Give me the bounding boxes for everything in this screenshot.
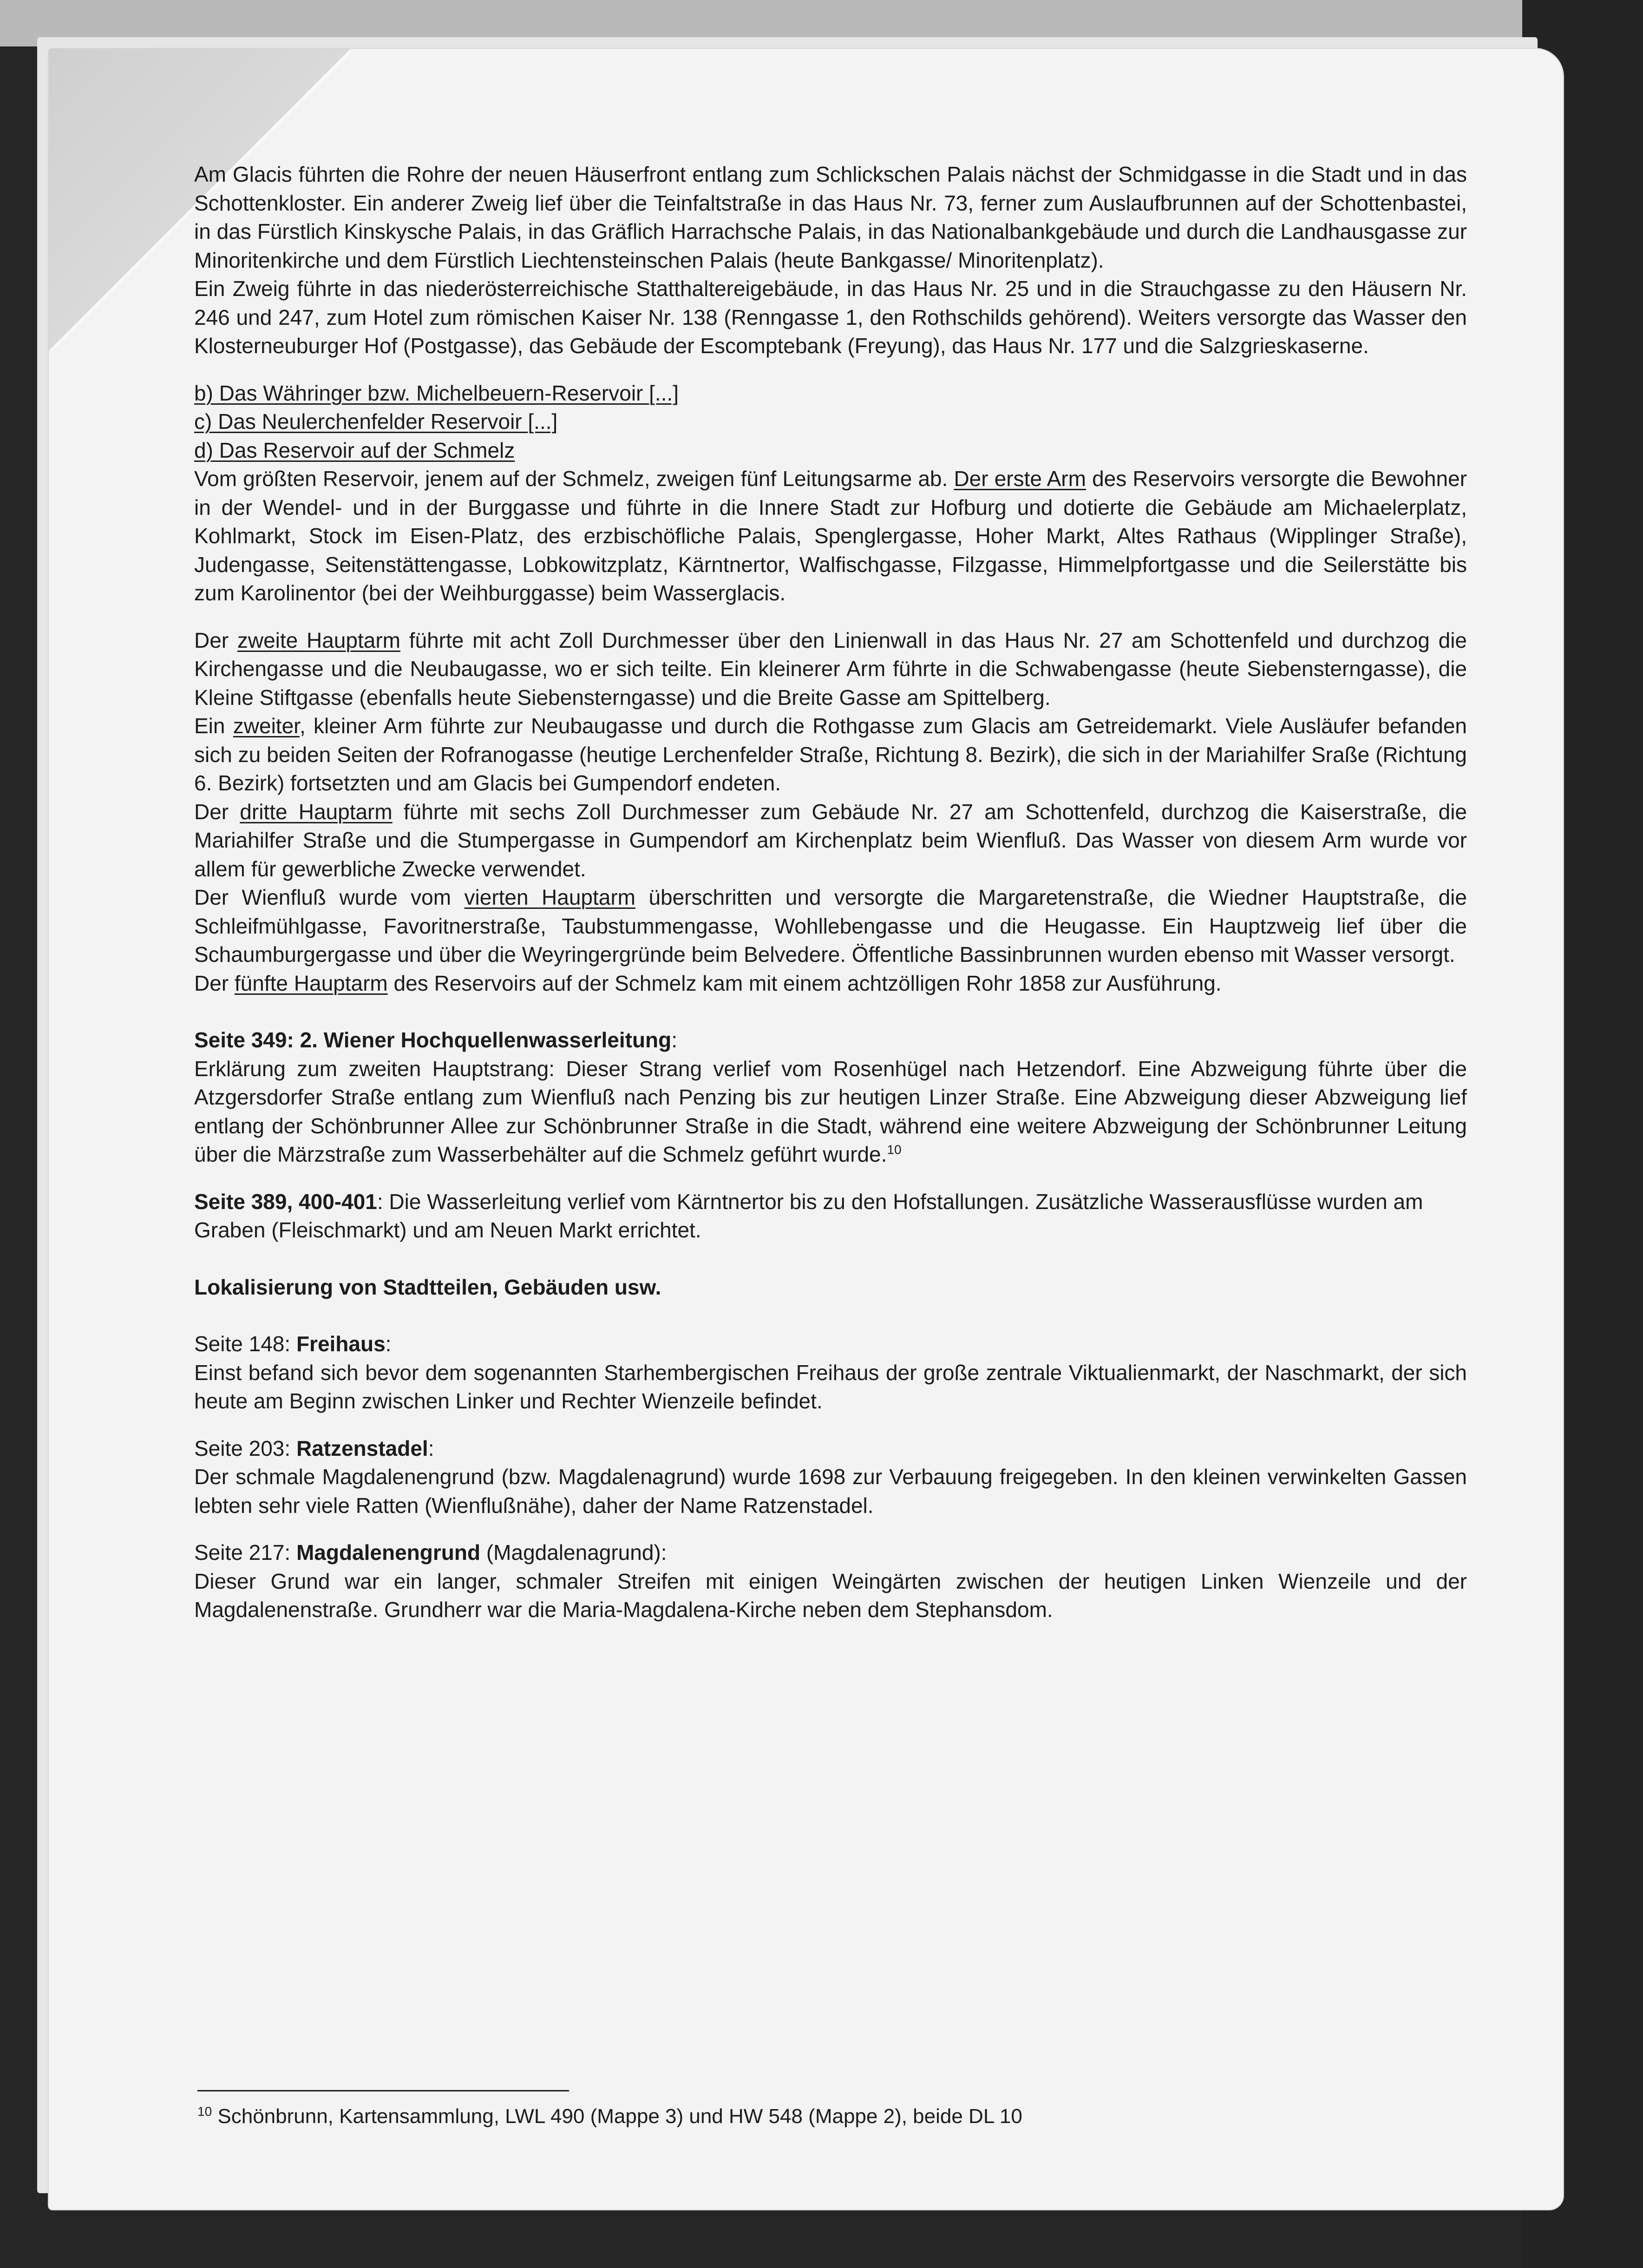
underlined-term: vierten Hauptarm [464, 885, 635, 909]
section-title-text: Seite 389, 400-401 [194, 1189, 377, 1214]
footnote-text: Schönbrunn, Kartensammlung, LWL 490 (Mappe 3) und HW 548 (Mappe 2), beide DL 10 [212, 2105, 1022, 2128]
entry-title-text: Magdalenengrund [296, 1540, 481, 1565]
paragraph: Der schmale Magdalenengrund (bzw. Magdalenagrund) wurde 1698 zur Verbauung freigegeben. In den kleinen verwinkelten Gassen lebten sehr viele Ratten (Wienflußnähe), daher der Name Ratzenstadel. [194, 1465, 1467, 1518]
section-heading-text: Lokalisierung von Stadtteilen, Gebäuden usw. [194, 1275, 661, 1299]
section-heading [194, 379, 1467, 408]
footnote-number: 10 [197, 2104, 212, 2119]
entry-title [194, 1330, 1467, 1359]
text: Der Wienfluß wurde vom [194, 885, 465, 909]
footnote-ref: 10 [887, 1142, 902, 1157]
text: : [428, 1436, 434, 1460]
paragraph [194, 1055, 1467, 1169]
paragraph [194, 712, 1467, 798]
section-heading [194, 408, 1467, 436]
text: Der [194, 628, 237, 652]
text: Ein [194, 714, 233, 738]
text: Seite 217: [194, 1540, 296, 1565]
paragraph: Dieser Grund war ein langer, schmaler Streifen mit einigen Weingärten zwischen der heutigen Linken Wienzeile und der Magdalenenstraße. Grundherr war die Maria-Magdalena-Kirche neben dem Stephansdom. [194, 1569, 1467, 1622]
underlined-term: zweite Hauptarm [237, 628, 400, 652]
heading-text: d) Das Reservoir auf der Schmelz [194, 438, 515, 462]
text: Seite 148: [194, 1332, 296, 1356]
text: Der [194, 799, 240, 824]
entry-title [194, 1434, 1467, 1463]
underlined-term: Der erste Arm [954, 467, 1086, 491]
section-heading [194, 1273, 1467, 1302]
section-title [194, 1026, 1467, 1055]
paragraph [194, 883, 1467, 969]
text: Der [194, 971, 235, 995]
underlined-term: fünfte Hauptarm [234, 971, 388, 995]
footnote-separator [197, 2090, 569, 2091]
paragraph: Ein Zweig führte in das niederösterreichische Statthaltereigebäude, in das Haus Nr. 25 und in die Strauchgasse zu den Häusern Nr. 246 und 247, zum Hotel zum römischen Kaiser Nr. 138 (Renngasse 1, den Rothschilds gehörend). Weiters versorgte das Wasser den Klosterneuburger Hof (Postgasse), das Gebäude der Escomptebank (Freyung), das Haus Nr. 177 und die Salzgrieskaserne. [194, 276, 1467, 358]
paragraph [194, 798, 1467, 884]
document-body [194, 160, 1467, 1624]
footnote [197, 2103, 1022, 2130]
paragraph [194, 969, 1467, 998]
entry-title-text: Freihaus [296, 1332, 386, 1356]
paragraph [194, 465, 1467, 608]
text: führte mit sechs Zoll Durchmesser zum Gebäude Nr. 27 am Schottenfeld, durchzog die Kaiserstraße, die Mariahilfer Straße und die Stumpergasse in Gumpendorf am Kirchenplatz beim Wienfluß. Das Wasser von diesem Arm wurde vor allem für gewerbliche Zwecke verwendet. [194, 799, 1467, 881]
text: , kleiner Arm führte zur Neubaugasse und durch die Rothgasse zum Glacis am Getreidemarkt. Viele Ausläufer befanden sich zu beiden Seiten der Rofranogasse (heutige Lerchenfelder Straße, Richtung 8. Bezirk), die sich in der Mariahilfer Sraße (Richtung 6. Bezirk) fortsetzten und am Glacis bei Gumpendorf endeten. [194, 714, 1467, 795]
paragraph [194, 1188, 1467, 1245]
paragraph: Einst befand sich bevor dem sogenannten Starhembergischen Freihaus der große zentrale Viktualienmarkt, der Naschmarkt, der sich heute am Beginn zwischen Linker und Rechter Wienzeile befindet. [194, 1360, 1467, 1413]
text: des Reservoirs versorgte die Bewohner in der Wendel- und in der Burggasse und führte in die Innere Stadt zur Hofburg und dotierte die Gebäude am Michaelerplatz, Kohlmarkt, Stock im Eisen-Platz, des erzbischöfliche Palais, Spenglergasse, Hoher Markt, Altes Rathaus (Wipplinger Straße), Judengasse, Seitenstättengasse, Lobkowitzplatz, Kärntnertor, Walfischgasse, Filzgasse, Himmelpfortgasse und die Seilerstätte bis zum Karolinentor (bei der Weihburggasse) beim Wasserglacis. [194, 467, 1467, 605]
text: Seite 203: [194, 1436, 296, 1460]
paragraph: Am Glacis führten die Rohre der neuen Häuserfront entlang zum Schlickschen Palais nächst der Schmidgasse in die Stadt und in das Schottenkloster. Ein anderer Zweig lief über die Teinfaltstraße in das Haus Nr. 73, ferner zum Auslaufbrunnen auf der Schottenbastei, in das Fürstlich Kinskysche Palais, in das Gräflich Harrachsche Palais, in das Nationalbankgebäude und durch die Landhausgasse zur Minoritenkirche und dem Fürstlich Liechtensteinschen Palais (heute Bankgasse/ Minoritenplatz). [194, 162, 1467, 272]
text: : [671, 1028, 678, 1052]
section-title-text: Seite 349: 2. Wiener Hochquellenwasserleitung [194, 1028, 672, 1052]
entry-title-text: Ratzenstadel [296, 1436, 428, 1460]
underlined-term: dritte Hauptarm [240, 799, 393, 824]
text: : [385, 1332, 392, 1356]
entry-title [194, 1538, 1467, 1567]
text: führte mit acht Zoll Durchmesser über den Linienwall in das Haus Nr. 27 am Schottenfeld und durchzog die Kirchengasse und die Neubaugasse, wo er sich teilte. Ein kleinerer Arm führte in die Schwabengasse (heute Siebensterngasse), die Kleine Stiftgasse (ebenfalls heute Siebensterngasse) und die Breite Gasse am Spittelberg. [194, 628, 1467, 710]
text: des Reservoirs auf der Schmelz kam mit einem achtzölligen Rohr 1858 zur Ausführung. [387, 971, 1222, 995]
text: überschritten und versorgte die Margaretenstraße, die Wiedner Hauptstraße, die Schleifmühlgasse, Favoritnerstraße, Taubstummengasse, Wohllebengasse und die Heugasse. Ein Hauptzweig lief über die Schaumburgergasse und über die Weyringergründe beim Belvedere. Öffentliche Bassinbrunnen wurden ebenso mit Wasser versorgt. [194, 885, 1467, 966]
text: : Die Wasserleitung verlief vom Kärntnertor bis zu den Hofstallungen. Zusätzliche Wasserausflüsse wurden am Graben (Fleischmarkt) und am Neuen Markt errichtet. [194, 1189, 1423, 1242]
underlined-term: zweiter [233, 714, 300, 738]
text: (Magdalenagrund): [480, 1540, 667, 1565]
section-heading [194, 436, 1467, 465]
heading-text: b) Das Währinger bzw. Michelbeuern-Reservoir [...] [194, 381, 679, 405]
text: Vom größten Reservoir, jenem auf der Schmelz, zweigen fünf Leitungsarme ab. [194, 467, 954, 491]
text: Erklärung zum zweiten Hauptstrang: Dieser Strang verlief vom Rosenhügel nach Hetzendorf. Eine Abzweigung führte über die Atzgersdorfer Straße entlang zum Wienfluß nach Penzing bis zur heutigen Linzer Straße. Eine Abzweigung dieser Abzweigung lief entlang der Schönbrunner Allee zur Schönbrunner Straße in die Stadt, während eine weitere Abzweigung der Schönbrunner Leitung über die Märzstraße zum Wasserbehälter auf die Schmelz geführt wurde. [194, 1056, 1467, 1166]
paragraph [194, 626, 1467, 712]
heading-text: c) Das Neulerchenfelder Reservoir [...] [194, 409, 558, 434]
